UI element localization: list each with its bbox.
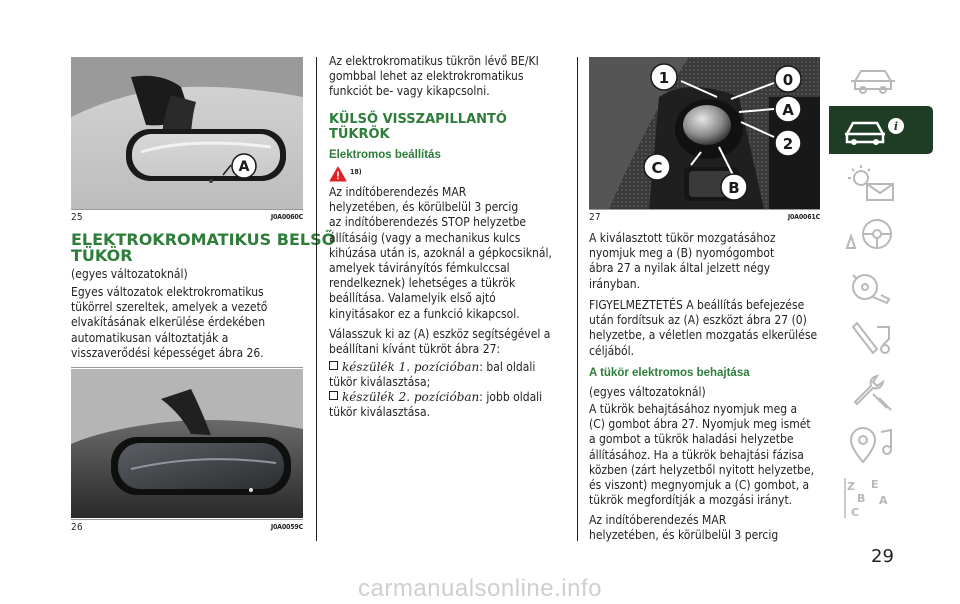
tab-maintenance[interactable] [829, 369, 933, 417]
bullet-position-1 [329, 360, 535, 375]
tab-warning-lights[interactable] [829, 159, 933, 207]
warning-triangle-icon [329, 166, 347, 182]
bullet-box-icon [329, 391, 338, 400]
index-letter-z: Z [847, 480, 855, 493]
column-divider-left [316, 57, 317, 541]
car-info-icon [841, 110, 911, 150]
figure-27-callout-b: B [728, 179, 740, 197]
page-number: 29 [871, 546, 894, 567]
index-letter-a: A [879, 494, 888, 507]
index-letter-b: B [857, 492, 866, 505]
figure-25-image [71, 57, 303, 209]
figure-25-caption [71, 212, 303, 226]
figure-25-caption-rule [71, 209, 303, 210]
figure-27-callout-0: 0 [782, 71, 794, 89]
tab-multimedia[interactable] [829, 421, 933, 469]
figure-26-number: 26 [71, 522, 83, 533]
figure-27-image [589, 57, 820, 209]
index-letter-e: E [871, 478, 879, 491]
figure-27-code: J0A0061C [787, 213, 820, 221]
col3-paragraph-1: A kiválasztott tükör mozgatásához nyomjuk meg a (B) nyomógombot ábra 27 a nyilak által jelzett négy irányban. [589, 231, 776, 291]
col3-intro: (egyes változatoknál) [589, 385, 706, 399]
col3-paragraph-2: FIGYELMEZTETÉS A beállítás befejezése után fordítsuk az (A) eszközt ábra 27 (0) helyzetbe, a véletlen mozgatás elkerülése céljából. [589, 298, 818, 358]
bullet-1-rest: : bal oldali [479, 360, 536, 374]
col3-paragraph-4: Az indítóberendezés MAR helyzetében, és körülbelül 3 percig [589, 513, 779, 543]
subheading-electric-folding: A tükör elektromos behajtása [589, 367, 750, 379]
section-heading-electrochromic-mirror: ELEKTROKROMATIKUS BELSŐ TÜKÖR [71, 230, 336, 265]
index-letter-c: C [851, 506, 860, 519]
section-heading-exterior-mirrors: KÜLSŐ VISSZAPILLANTÓ TÜKRÖK [329, 112, 507, 142]
figure-27-callout-2: 2 [782, 135, 794, 153]
bullet-position-1-continued: tükör kiválasztása; [329, 375, 431, 389]
figure-25-callout-a: A [238, 159, 250, 175]
figure-27-number: 27 [589, 212, 601, 223]
col1-paragraph: Egyes változatok elektrokromatikus tükörrel szereltek, amelyek a vezető elvakításának elkerülése érdekében automatikusan változtatják a visszaverődési képességet ábra 26. [71, 285, 268, 360]
figure-26-caption [71, 522, 303, 536]
figure-27-callout-1: 1 [658, 69, 670, 87]
col2-paragraph-1: Az elektrokromatikus tükrön lévő BE/KI gombbal lehet az elektrokromatikus funkciót be- vagy kikapcsolni. [329, 54, 539, 99]
tab-safety[interactable] [829, 211, 933, 259]
bullet-1-italic: készülék 1. pozícióban [342, 360, 480, 374]
col2-paragraph-2: Az indítóberendezés MAR helyzetében, és körülbelül 3 percig az indítóberendezés STOP helyzetbe állításáig (vagy a mechanikus kulcs kihúzása után is, azoknál a gépkocsiknál, amelyek távirányítós fémkulccsal rendelkeznek) lehetséges a tükrök beállítása. Valamelyik első ajtó kinyitásakor ez a funkció kikapcsol. [329, 185, 552, 321]
warning-ref [329, 165, 389, 183]
emergency-tools-icon [843, 319, 903, 361]
col2-paragraph-3: Válasszuk ki az (A) eszköz segítségével a beállítani kívánt tükröt ábra 27: [329, 327, 551, 357]
maintenance-wrench-icon [843, 372, 903, 414]
col1-intro: (egyes változatoknál) [71, 267, 188, 281]
tab-dashboard[interactable] [829, 55, 933, 103]
bullet-position-2-continued: tükör kiválasztása. [329, 405, 431, 419]
figure-26-caption-rule [71, 519, 303, 520]
bullet-2-italic: készülék 2. pozícióban [342, 390, 480, 404]
bullet-box-icon [329, 361, 338, 370]
figure-26-top-rule [71, 367, 303, 368]
figure-27-caption-rule [589, 209, 820, 210]
figure-25-code: J0A0060C [270, 213, 303, 221]
multimedia-location-icon [843, 424, 903, 466]
bullet-position-2 [329, 390, 542, 405]
alphabetical-index-icon [843, 476, 903, 520]
figure-27-caption [589, 212, 820, 226]
warning-ref-number: 18) [350, 168, 362, 176]
col3-paragraph-3: A tükrök behajtásához nyomjuk meg a (C) gombot ábra 27. Nyomjuk meg ismét a gombot a tükrök haladási helyzetbe állításához. Ha a tükrök behajtási fázisa közben (zárt helyzetből nyitott helyzetbe, és viszont) megnyomjuk a (C) gombot, a tükrök megfordítják a mozgási irányt. [589, 402, 815, 508]
figure-26-code: J0A0059C [270, 523, 303, 531]
ignition-key-icon [843, 267, 903, 309]
warning-lights-icon [843, 162, 903, 204]
dashboard-car-icon [843, 59, 903, 99]
figure-27-callout-c: C [651, 159, 663, 177]
tab-index[interactable] [829, 474, 933, 522]
tab-emergency[interactable] [829, 316, 933, 364]
svg-text:i: i [893, 120, 899, 133]
figure-25-number: 25 [71, 212, 83, 223]
subheading-electric-adjustment: Elektromos beállítás [329, 149, 441, 161]
figure-26-image [71, 369, 303, 518]
column-divider-right [577, 57, 578, 541]
tab-car-info[interactable] [829, 106, 933, 154]
chapter-tab-bar [829, 55, 933, 545]
tab-starting-driving[interactable] [829, 264, 933, 312]
safety-steering-icon [843, 214, 903, 256]
figure-27-callout-a: A [782, 101, 794, 119]
bullet-2-rest: : jobb oldali [479, 390, 543, 404]
watermark: carmanualsonline.info [358, 575, 602, 602]
